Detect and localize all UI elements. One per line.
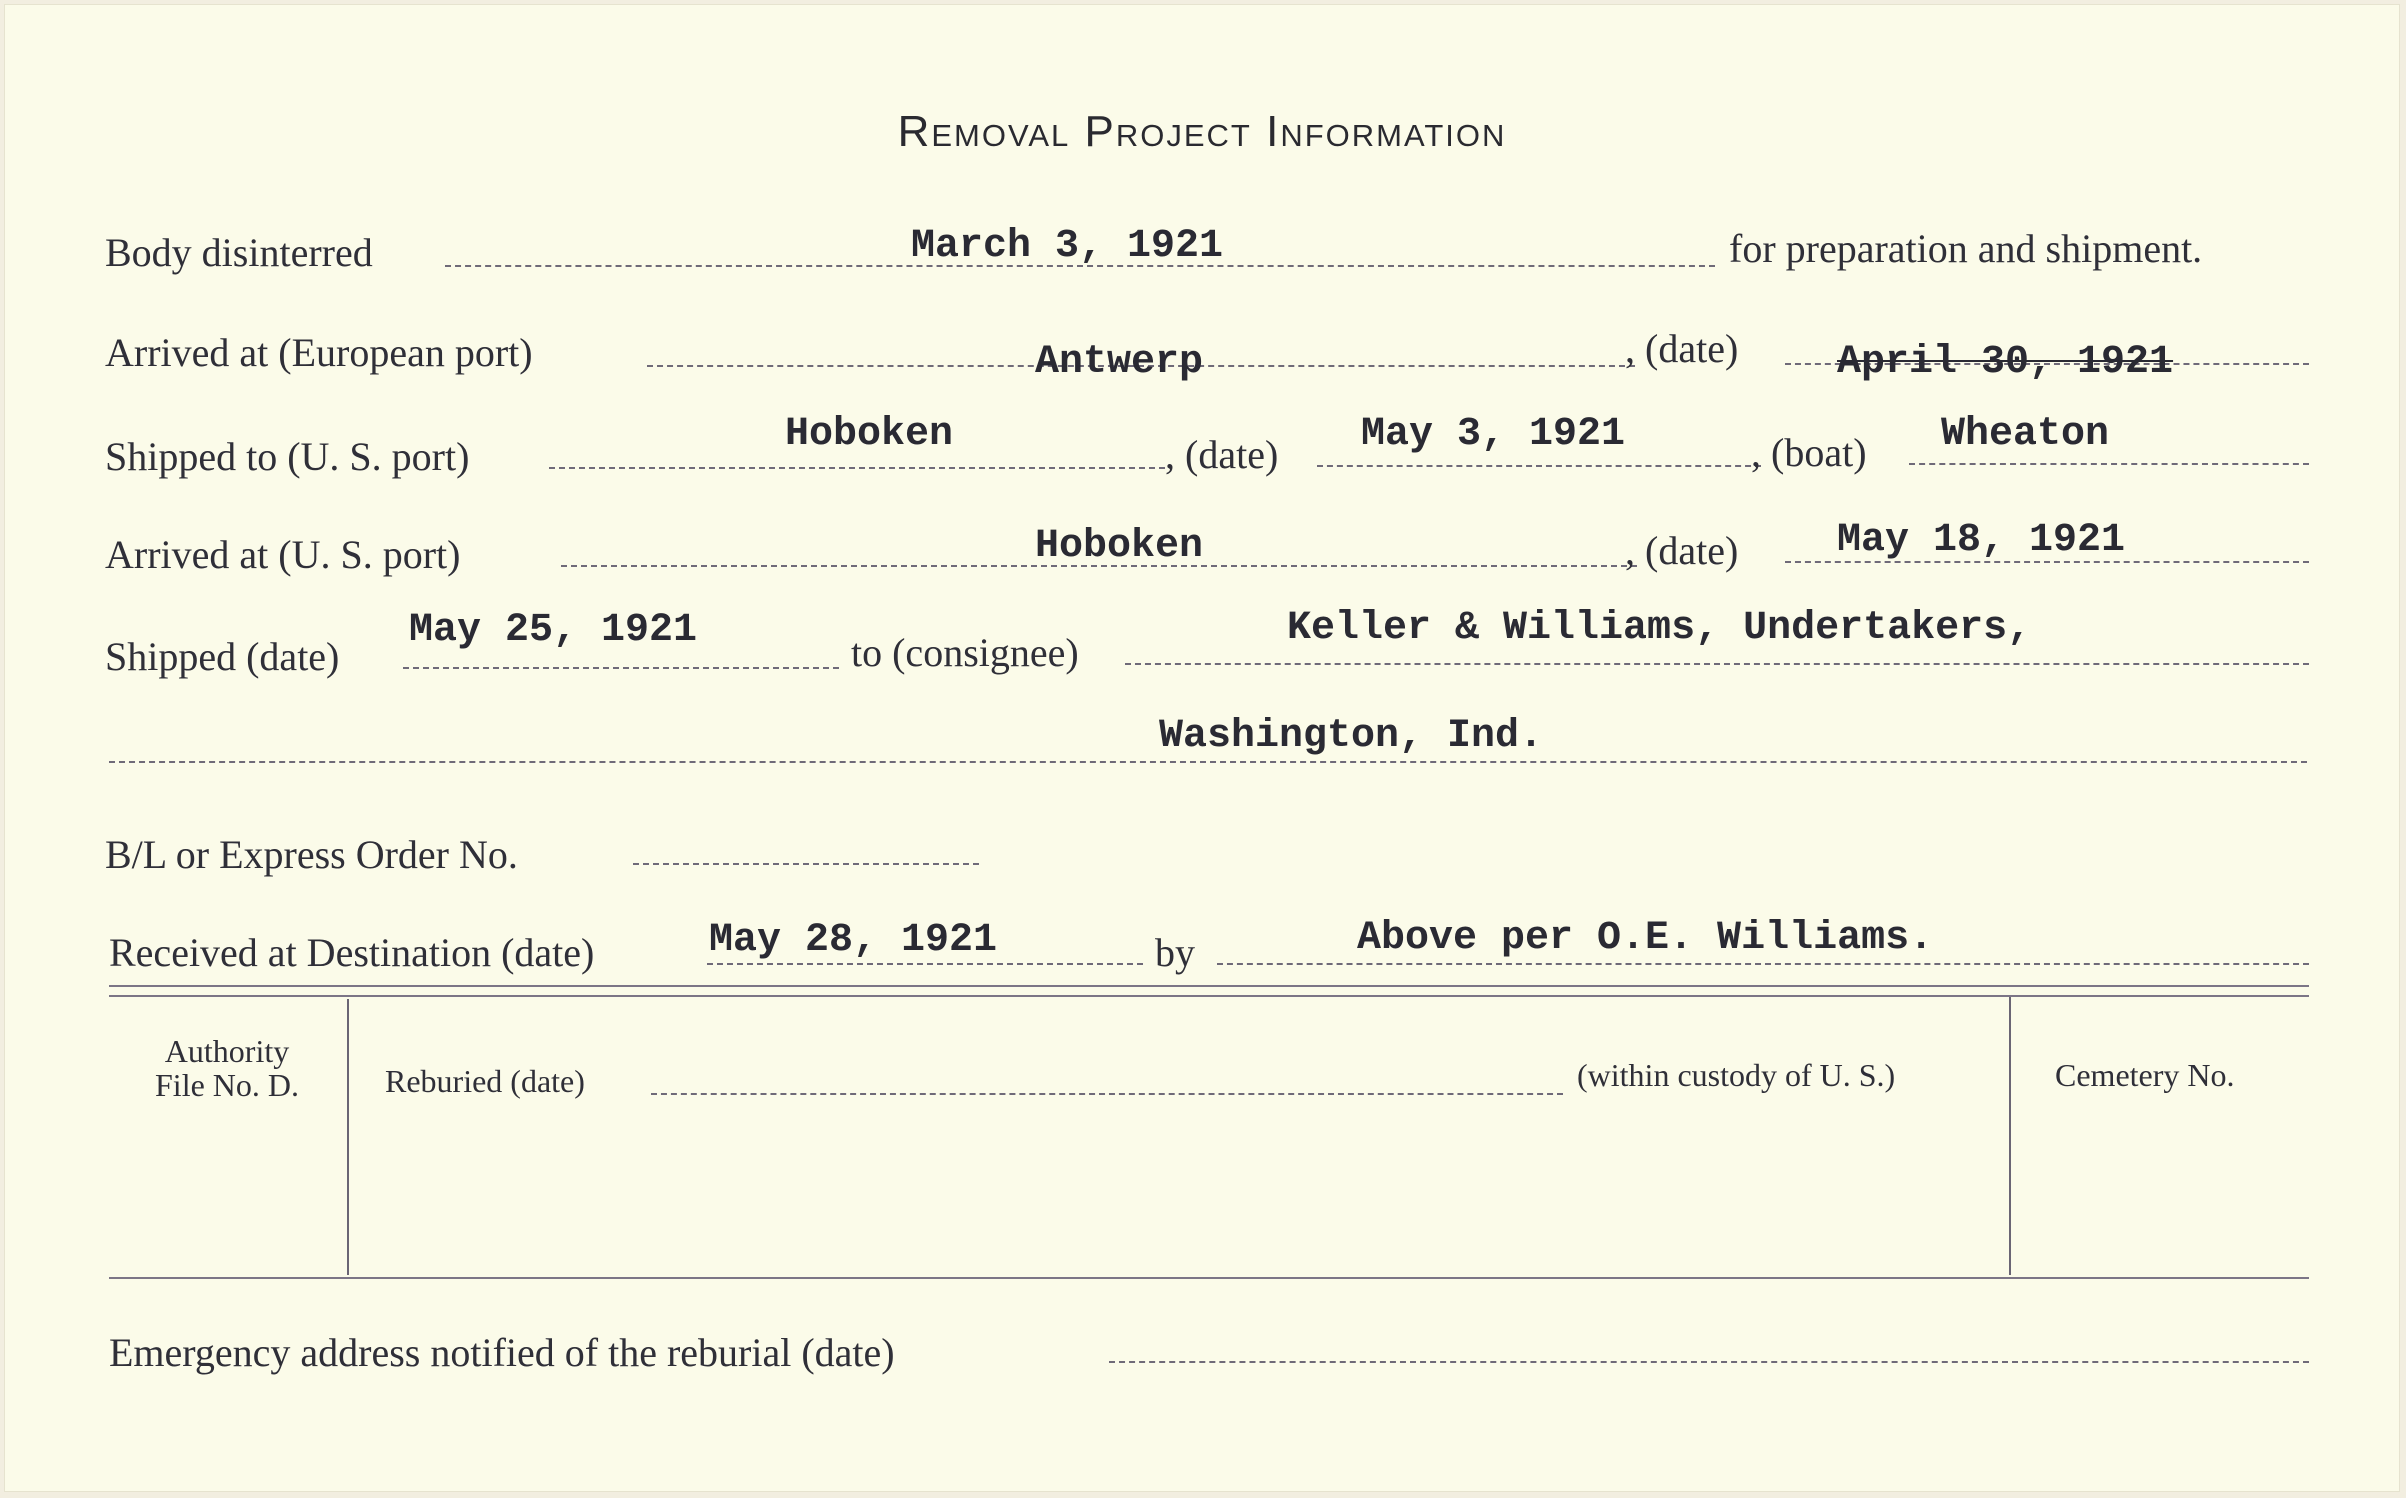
boat-line [1909,463,2309,465]
table-divider-left [347,999,349,1275]
cemetery-label: Cemetery No. [2055,1057,2235,1093]
received-value: May 28, 1921 [709,918,998,963]
european-port-value: Antwerp [1035,340,1204,385]
shipped-date-label: , (date) [1165,432,1279,477]
bl-line [633,863,979,865]
reburied-line [651,1093,1563,1095]
table-top-rule [109,985,2309,987]
consignee-line2: Washington, Ind. [1159,714,1544,759]
shipped-port-label: Shipped to (U. S. port) [105,434,470,479]
bl-label: B/L or Express Order No. [105,832,518,877]
emergency-line [1109,1361,2309,1363]
by-line [1217,963,2309,965]
arrived-date-value: May 18, 1921 [1837,518,2126,563]
disinterred-value: March 3, 1921 [911,224,1224,269]
european-date-label: , (date) [1625,326,1739,371]
authority-label-1: Authority [164,1033,290,1069]
consignee-line [1125,663,2309,665]
shipped-port-value: Hoboken [785,412,954,457]
arrived-date-label: , (date) [1625,528,1739,573]
page-title: Removal Project Information [897,107,1507,156]
consignee-line-2 [109,761,2307,763]
shipped-date2-label: Shipped (date) [105,634,340,679]
arrived-port-value: Hoboken [1035,524,1204,569]
received-line [707,963,1143,965]
by-label: by [1155,930,1195,975]
received-label: Received at Destination (date) [109,930,595,975]
arrived-port-label: Arrived at (U. S. port) [105,532,461,577]
disinterred-suffix: for preparation and shipment. [1729,226,2203,271]
table-bottom-rule [109,1277,2309,1279]
disinterred-label: Body disinterred [105,230,373,275]
shipped-date2-value: May 25, 1921 [409,608,698,653]
table-divider-right [2009,997,2011,1275]
consignee-label: to (consignee) [851,630,1079,675]
table-top-rule-2 [109,995,2309,997]
european-date-value: April 30, 1921 [1837,340,2174,385]
by-value: Above per O.E. Williams. [1357,916,1934,961]
shipped-date2-line [403,667,839,669]
shipped-date-line [1317,465,1761,467]
record-card [4,4,2400,1492]
boat-label: , (boat) [1751,430,1867,475]
boat-value: Wheaton [1941,412,2110,457]
european-port-label: Arrived at (European port) [105,330,533,375]
authority-label-2: File No. D. [155,1067,299,1103]
custody-label: (within custody of U. S.) [1577,1057,1896,1093]
emergency-label: Emergency address notified of the reburial (date) [109,1330,895,1375]
shipped-date-value: May 3, 1921 [1361,412,1626,457]
reburied-label: Reburied (date) [385,1063,585,1099]
shipped-port-line [549,467,1165,469]
consignee-line1: Keller & Williams, Undertakers, [1287,606,2032,651]
